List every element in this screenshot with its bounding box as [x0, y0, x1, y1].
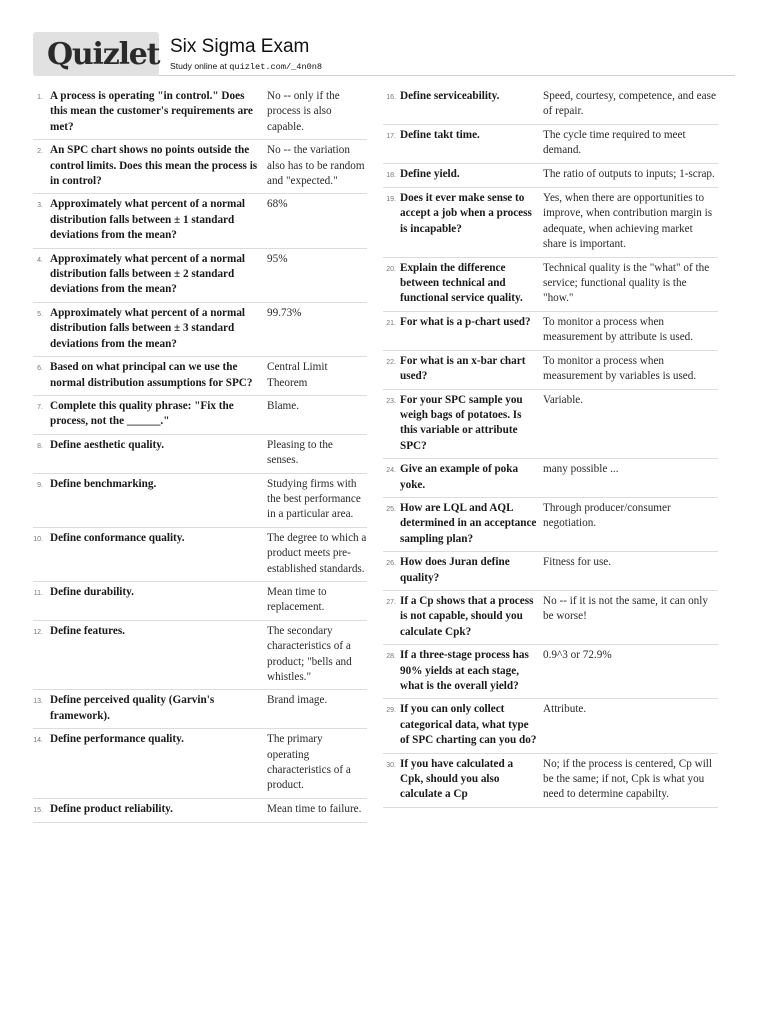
question-text: A process is operating "in control." Does this mean the customer's requirements are met? — [50, 90, 253, 133]
question-number: 30. — [386, 761, 396, 769]
question-row — [383, 498, 718, 552]
question-row — [383, 699, 718, 753]
question-text: If you can only collect categorical data, what type of SPC charting can you do? — [400, 703, 537, 747]
question-row — [383, 312, 718, 351]
answer-text: Attribute. — [543, 703, 587, 716]
question-number: 4. — [37, 256, 43, 264]
question-row — [33, 690, 367, 729]
question-text: For what is an x-bar chart used? — [400, 354, 526, 383]
question-row — [383, 258, 718, 312]
question-row — [383, 645, 718, 699]
question-row — [33, 474, 367, 528]
question-number: 24. — [386, 467, 396, 475]
question-text: Explain the difference between technical and functional service quality. — [400, 261, 523, 305]
question-row — [383, 552, 718, 591]
page-title: Six Sigma Exam — [170, 36, 310, 57]
question-row — [383, 125, 718, 164]
question-number: 20. — [386, 265, 396, 273]
question-row — [33, 582, 367, 621]
question-text: Define performance quality. — [50, 733, 184, 746]
question-row — [33, 435, 367, 474]
answer-text: Studying firms with the best performance in a particular area. — [267, 477, 361, 521]
question-number: 29. — [386, 707, 396, 715]
question-text: Define conformance quality. — [50, 531, 185, 544]
answer-text: 95% — [267, 252, 288, 265]
answer-text: 68% — [267, 198, 288, 211]
question-number: 18. — [386, 171, 396, 179]
question-text: If you have calculated a Cpk, should you also calculate a Cp — [400, 757, 514, 801]
question-text: Does it ever make sense to accept a job when a process is incapable? — [400, 192, 532, 235]
question-number: 5. — [37, 310, 43, 318]
question-number: 8. — [37, 442, 43, 450]
study-url-link[interactable]: quizlet.com/_4n0n8 — [229, 62, 323, 72]
question-number: 26. — [386, 560, 396, 568]
logo-text: Quizlet — [47, 37, 160, 72]
question-number: 10. — [33, 535, 43, 543]
question-row — [383, 188, 718, 258]
question-number: 13. — [33, 698, 43, 706]
right-column — [383, 86, 718, 808]
question-row — [33, 799, 367, 823]
answer-text: Variable. — [543, 393, 584, 406]
question-number: 15. — [33, 806, 43, 814]
question-text: Define perceived quality (Garvin's framework). — [50, 694, 215, 722]
answer-text: The primary operating characteristics of a product. — [267, 733, 351, 792]
question-row — [33, 729, 367, 799]
question-row — [383, 459, 718, 498]
question-number: 23. — [386, 397, 396, 405]
question-row — [33, 140, 367, 194]
question-text: Define features. — [50, 624, 125, 637]
answer-text: Yes, when there are opportunities to improve, when contribution margin is adequate, when achieving market share is important. — [543, 192, 713, 251]
question-number: 14. — [33, 737, 43, 745]
left-column — [33, 86, 367, 823]
question-number: 3. — [37, 202, 43, 210]
question-number: 28. — [386, 653, 396, 661]
question-row — [33, 303, 367, 357]
question-row — [383, 390, 718, 460]
question-text: Define durability. — [50, 585, 134, 598]
question-text: Approximately what percent of a normal distribution falls between ± 2 standard deviations from the mean? — [50, 252, 246, 296]
question-row — [33, 194, 367, 248]
answer-text: Blame. — [267, 399, 300, 412]
question-number: 17. — [386, 132, 396, 140]
question-text: Complete this quality phrase: "Fix the process, not the ______." — [50, 399, 234, 428]
study-online-line — [170, 61, 322, 72]
question-row — [383, 164, 718, 188]
subtitle-prefix: Study online at — [170, 61, 230, 71]
answer-text: Speed, courtesy, competence, and ease of repair. — [543, 90, 716, 118]
question-number: 27. — [386, 598, 396, 606]
question-text: Define serviceability. — [400, 90, 500, 102]
answer-text: Technical quality is the "what" of the service; functional quality is the "how." — [543, 261, 710, 305]
answer-text: Mean time to replacement. — [267, 585, 327, 614]
question-text: Define product reliability. — [50, 802, 173, 815]
quizlet-logo[interactable] — [33, 32, 159, 76]
answer-text: To monitor a process when measurement by variables is used. — [543, 354, 697, 383]
header-divider — [158, 75, 735, 76]
answer-text: Through producer/consumer negotiation. — [543, 501, 671, 530]
question-text: How does Juran define quality? — [400, 556, 510, 584]
answer-text: No -- the variation also has to be random and "expected." — [267, 144, 365, 188]
question-number: 2. — [37, 148, 43, 156]
answer-text: To monitor a process when measurement by attribute is used. — [543, 315, 694, 344]
answer-text: No -- if it is not the same, it can only be worse! — [543, 594, 708, 623]
answer-text: 0.9^3 or 72.9% — [543, 649, 612, 662]
question-number: 6. — [37, 365, 43, 373]
question-text: Define aesthetic quality. — [50, 438, 165, 451]
answer-text: The cycle time required to meet demand. — [543, 128, 686, 157]
answer-text: 99.73% — [267, 306, 302, 319]
question-text: If a three-stage process has 90% yields at each stage, what is the overall yield? — [400, 649, 529, 692]
question-number: 22. — [386, 358, 396, 366]
question-number: 11. — [33, 589, 43, 597]
question-text: How are LQL and AQL determined in an acceptance sampling plan? — [400, 501, 537, 545]
answer-text: Central Limit Theorem — [267, 361, 328, 389]
question-row — [383, 86, 718, 125]
question-text: For your SPC sample you weigh bags of potatoes. Is this variable or attribute SPC? — [400, 393, 523, 452]
question-number: 12. — [33, 628, 43, 636]
question-text: An SPC chart shows no points outside the control limits. Does this mean the process is in control? — [50, 144, 258, 188]
question-row — [33, 528, 367, 582]
question-number: 1. — [37, 94, 43, 101]
question-row — [383, 754, 718, 808]
question-row — [383, 591, 718, 645]
question-row — [33, 621, 367, 691]
answer-text: The ratio of outputs to inputs; 1-scrap. — [543, 167, 715, 180]
question-number: 19. — [386, 196, 396, 204]
question-row — [33, 86, 367, 140]
question-text: Approximately what percent of a normal distribution falls between ± 3 standard deviations from the mean? — [50, 306, 246, 350]
question-text: If a Cp shows that a process is not capable, should you calculate Cpk? — [400, 594, 534, 638]
question-row — [33, 357, 367, 396]
answer-text: Pleasing to the senses. — [267, 438, 333, 467]
answer-text: many possible ... — [543, 463, 619, 476]
answer-text: No; if the process is centered, Cp will be the same; if not, Cpk is what you need to determine capabilty. — [543, 757, 713, 801]
answer-text: The degree to which a product meets pre-established standards. — [267, 531, 367, 575]
question-text: Define yield. — [400, 167, 460, 180]
question-text: Approximately what percent of a normal distribution falls between ± 1 standard deviations from the mean? — [50, 198, 246, 242]
question-text: Define benchmarking. — [50, 477, 157, 490]
question-text: Based on what principal can we use the normal distribution assumptions for SPC? — [50, 361, 253, 389]
question-text: Give an example of poka yoke. — [400, 463, 519, 491]
question-number: 7. — [37, 403, 43, 411]
answer-text: The secondary characteristics of a product; "bells and whistles." — [267, 624, 352, 683]
question-text: For what is a p-chart used? — [400, 315, 531, 328]
answer-text: No -- only if the process is also capable. — [267, 90, 340, 133]
question-number: 25. — [386, 505, 396, 513]
question-number: 16. — [386, 94, 396, 101]
question-text: Define takt time. — [400, 128, 480, 141]
question-row — [383, 351, 718, 390]
answer-text: Fitness for use. — [543, 556, 612, 569]
page-header — [33, 32, 735, 76]
question-number: 9. — [37, 481, 43, 489]
question-row — [33, 396, 367, 435]
answer-text: Brand image. — [267, 694, 328, 707]
question-row — [33, 249, 367, 303]
answer-text: Mean time to failure. — [267, 802, 362, 815]
question-number: 21. — [386, 319, 396, 327]
